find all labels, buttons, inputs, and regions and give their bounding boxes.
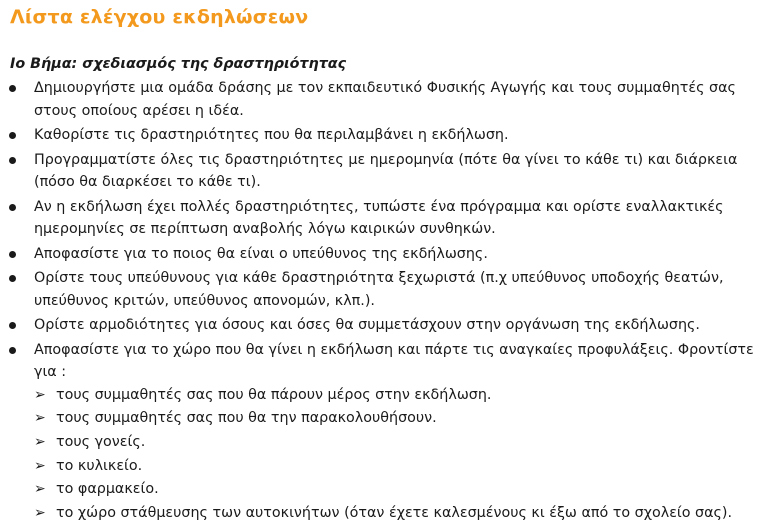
bullet-icon: [9, 322, 16, 329]
list-item-line: Καθορίστε τις δραστηριότητες που θα περιλαμβάνει η εκδήλωση.: [34, 127, 509, 143]
sub-list-item: [0, 431, 770, 454]
bullet-icon: [9, 85, 16, 92]
bullet-icon: [9, 275, 16, 282]
list-item-line: στους οποίους αρέσει η ιδέα.: [34, 102, 244, 119]
list-item: [0, 196, 770, 241]
list-item-line: (πόσο θα διαρκέσει το κάθε τι).: [34, 174, 261, 190]
list-item-line: Δημιουργήστε μια ομάδα δράσης με τον εκπαιδευτικό Φυσικής Αγωγής και τους συμμαθητές σας: [34, 80, 736, 96]
list-item-line: Αποφασίστε για το χώρο που θα γίνει η εκδήλωση και πάρτε τις αναγκαίες προφυλάξεις. Φροντίστε: [34, 341, 754, 358]
arrow-bullet-icon: ➢: [34, 433, 46, 450]
list-item-line: υπεύθυνος κριτών, υπεύθυνος απονομών, κλπ.).: [34, 292, 375, 309]
list-item-line: Αποφασίστε για το ποιος θα είναι ο υπεύθυνος της εκδήλωσης.: [34, 245, 488, 262]
list-item: [0, 124, 770, 147]
page-title: Λίστα ελέγχου εκδηλώσεων: [10, 6, 309, 28]
sub-list-item: [0, 407, 770, 430]
bullet-icon: [9, 251, 16, 258]
bullet-icon: [9, 347, 16, 354]
arrow-bullet-icon: ➢: [34, 504, 46, 521]
list-item-line: για :: [34, 364, 67, 380]
sub-list-item-text: τους συμμαθητές σας που θα πάρουν μέρος στην εκδήλωση.: [56, 386, 492, 403]
sub-list: [0, 384, 770, 525]
sub-list-item-text: το κυλικείο.: [56, 457, 143, 474]
sub-list-item-text: τους συμμαθητές σας που θα την παρακολουθήσουν.: [56, 410, 437, 427]
arrow-bullet-icon: ➢: [34, 386, 46, 403]
sub-list-item: [0, 384, 770, 407]
sub-list-item-text: το φαρμακείο.: [56, 481, 159, 498]
arrow-bullet-icon: ➢: [34, 481, 46, 498]
sub-list-item: [0, 478, 770, 501]
arrow-bullet-icon: ➢: [34, 457, 46, 474]
sub-list-item: [0, 455, 770, 478]
list-item-line: Προγραμματίστε όλες τις δραστηριότητες με ημερομηνία (πότε θα γίνει το κάθε τι) και διάρκεια: [34, 151, 738, 168]
list-item-line: ημερομηνίες σε περίπτωση αναβολής λόγω καιρικών συνθηκών.: [34, 221, 496, 237]
list-item-line: Ορίστε τους υπεύθυνους για κάθε δραστηριότητα ξεχωριστά (π.χ υπεύθυνος υποδοχής θεατών,: [34, 270, 724, 286]
list-item: [0, 267, 770, 312]
sub-list-container: [0, 384, 770, 525]
list-item: [0, 314, 770, 337]
list-item: [0, 339, 770, 384]
bullet-icon: [9, 132, 16, 139]
bullet-icon: [9, 157, 16, 164]
list-item-line: Αν η εκδήλωση έχει πολλές δραστηριότητες, τυπώστε ένα πρόγραμμα και ορίστε εναλλακτικές: [34, 198, 724, 215]
checklist: [0, 77, 770, 526]
sub-list-item: [0, 502, 770, 525]
list-item: [0, 77, 770, 122]
bullet-icon: [9, 204, 16, 211]
arrow-bullet-icon: ➢: [34, 410, 46, 427]
list-item-line: Ορίστε αρμοδιότητες για όσους και όσες θα συμμετάσχουν στην οργάνωση της εκδήλωσης.: [34, 317, 700, 333]
list-item: [0, 149, 770, 194]
sub-list-item-text: το χώρο στάθμευσης των αυτοκινήτων (όταν έχετε καλεσμένους κι έξω από το σχολείο σας).: [56, 504, 733, 521]
list-item: [0, 243, 770, 266]
sub-list-item-text: τους γονείς.: [56, 433, 146, 450]
step-heading: Ιο Βήμα: σχεδιασμός της δραστηριότητας: [10, 56, 347, 72]
